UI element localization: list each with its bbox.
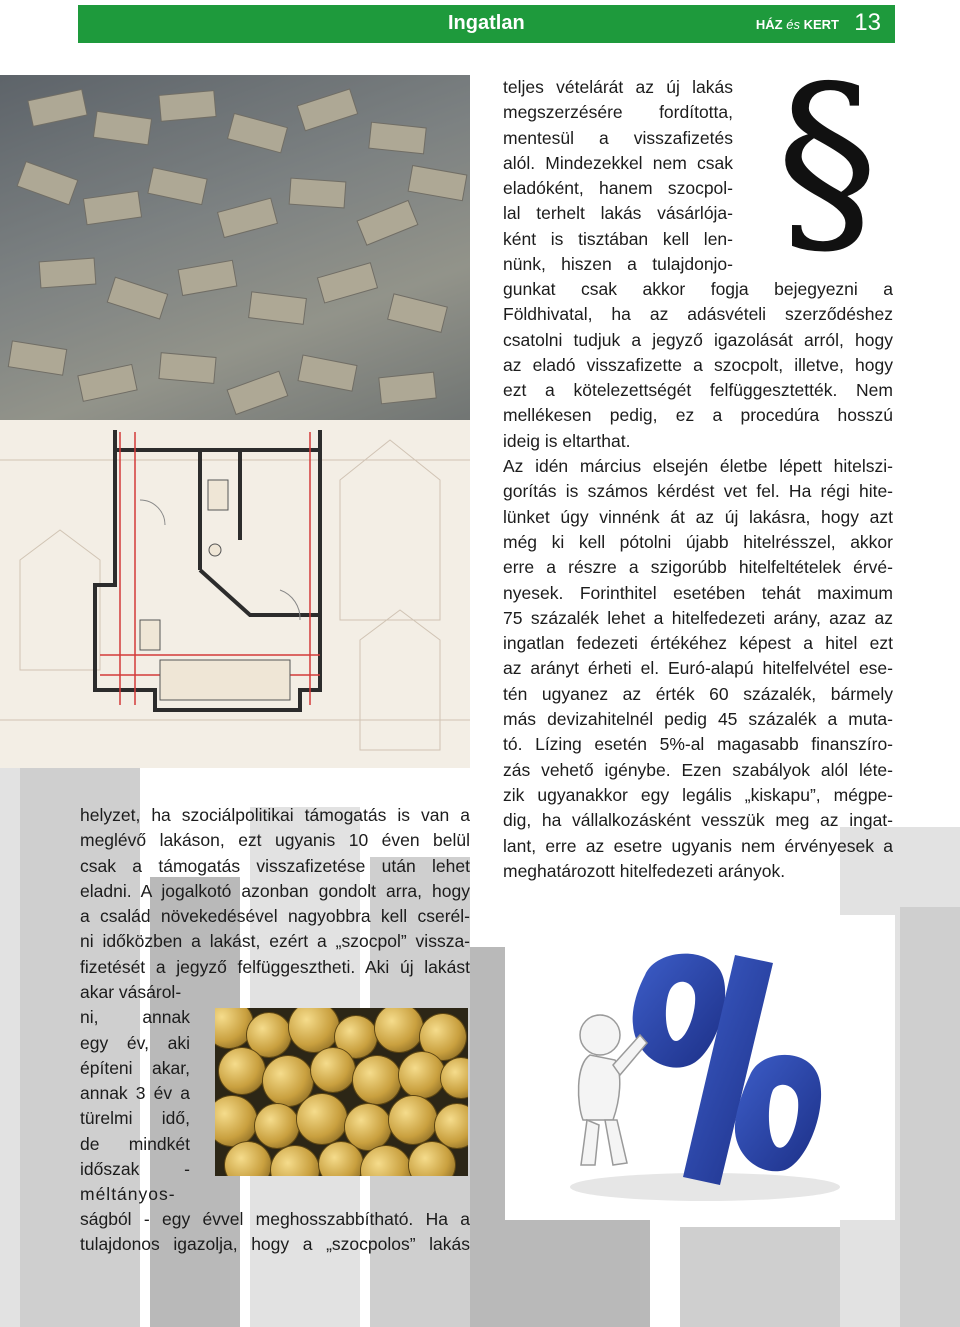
text-line: gunkat csak akkor fogja bejegyezni a — [503, 279, 893, 299]
text-line: de mindkét — [80, 1133, 190, 1154]
text-line: tulajdonos igazolja, hogy a „szocpolos” lakás — [80, 1234, 470, 1255]
text-line: mellékesen pedig, ez a procedúra hosszú — [503, 405, 893, 426]
text-line: helyzet, ha szociálpolitikai támogatás is van a — [80, 805, 470, 825]
text-line: akar vásárol- — [80, 982, 182, 1002]
text-line: csatolni tudjuk a jegyző igazolását arról, hogy — [503, 329, 893, 350]
text-line: más devizahitelnél pedig 45 százalék a muta- — [503, 709, 893, 730]
text-line: ezt a kötelezettségét felfüggesztették. Nem — [503, 380, 893, 401]
paragraph-sign-icon: § — [776, 43, 879, 281]
text-line: a család növekedésével nagyobbra kell cserél- — [80, 906, 470, 927]
text-line: az arányt érheti el. Euró-alapú hitelfelvétel ese- — [503, 658, 893, 679]
text-line: ságból - egy évvel meghosszabbítható. Ha a — [80, 1209, 470, 1229]
text-line: nünk, hiszen a tulajdonjo- — [503, 254, 733, 275]
section-title: Ingatlan — [448, 12, 525, 34]
text-line: lant, erre az esetre ugyanis nem érvényesek a — [503, 835, 893, 856]
text-line: időszak - — [80, 1159, 190, 1180]
right-column-text-top — [503, 75, 733, 277]
left-column-text — [80, 803, 470, 980]
text-line: annak 3 év a — [80, 1083, 190, 1104]
text-line: fizetését a jegyző felfüggesztheti. Aki új lakást — [80, 956, 470, 977]
text-line: teljes vételárát az új lakás — [503, 77, 733, 97]
text-line: meghatározott hitelfedezeti arányok. — [503, 860, 786, 881]
text-line: alól. Mindezekkel nem csak — [503, 152, 733, 173]
text-line: ként is tisztában kell len- — [503, 228, 733, 249]
text-line: erre a részre a szigorúbb hitelfeltételek érvé- — [503, 557, 893, 578]
text-line: ingatlan fedezeti értékéhez képest a hitel ezt — [503, 633, 893, 654]
text-line: gorítás is számos kérdést vet fel. Ha régi hite- — [503, 481, 893, 502]
money-stacks-photo — [0, 75, 470, 420]
text-line: ni, annak — [80, 1007, 190, 1028]
text-line: 75 százalék lehet a hitelfedezeti arány, azaz az — [503, 607, 893, 628]
text-line: egy év, aki — [80, 1032, 190, 1053]
text-line: nyesek. Forinthitel esetében tehát maximum — [503, 582, 893, 603]
text-line: tén ugyanez az érték 60 százalék, bármely — [503, 683, 893, 704]
text-line: építeni akar, — [80, 1057, 190, 1078]
coins-photo — [215, 1008, 468, 1176]
text-line: eladni. A jogalkotó azonban gondolt arra, hogy — [80, 880, 470, 901]
text-line: zás vehető igénybe. Ezen szabályok alól léte- — [503, 759, 893, 780]
page-number: 13 — [854, 9, 881, 36]
floor-plan-drawing — [0, 420, 470, 768]
text-line: mentesül a visszafizetés — [503, 127, 733, 148]
text-line: türelmi idő, — [80, 1108, 190, 1129]
percent-sign-icon — [505, 915, 895, 1220]
magazine-name: HÁZ és KERT — [755, 17, 839, 32]
text-line: méltányos- — [80, 1184, 176, 1205]
text-line: az eladó visszafizette a szocpolt, illetve, hogy — [503, 354, 893, 375]
text-line: csak a támogatás visszafizetése után lehet — [80, 855, 470, 876]
percent-illustration — [505, 915, 895, 1220]
text-line: ni időközben a lakást, ezért a „szocpol” vissza- — [80, 931, 470, 952]
text-line: még ki kell pótolni újabb hitelrésszel, akkor — [503, 531, 893, 552]
left-column-text-narrow — [80, 980, 190, 1208]
page-header — [78, 5, 895, 43]
text-line: lünket úgy vinnénk át az új lakásra, hogy azt — [503, 506, 893, 527]
text-line: eladóként, hanem szocpol- — [503, 178, 733, 199]
text-line: lal terhelt lakás vásárlója- — [503, 203, 733, 224]
left-column-text-end — [80, 1207, 470, 1258]
text-line: Az idén március elsején életbe lépett hitelszi- — [503, 456, 893, 477]
text-line: Földhivatal, ha az adásvételi szerződéshez — [503, 304, 893, 325]
text-line: megszerzésére fordította, — [503, 102, 733, 123]
text-line: meglévő lakáson, ezt ugyanis 10 éven belül — [80, 830, 470, 851]
text-line: dig, ha vállalkozásként vesszük meg az ingat- — [503, 810, 893, 831]
text-line: zik ugyanakkor egy legális „kiskapu”, mégpe- — [503, 784, 893, 805]
right-column-text — [503, 277, 893, 884]
text-line: tó. Lízing esetén 5%-al magasabb finanszíro- — [503, 734, 893, 755]
text-line: ideig is eltarthat. — [503, 430, 631, 451]
